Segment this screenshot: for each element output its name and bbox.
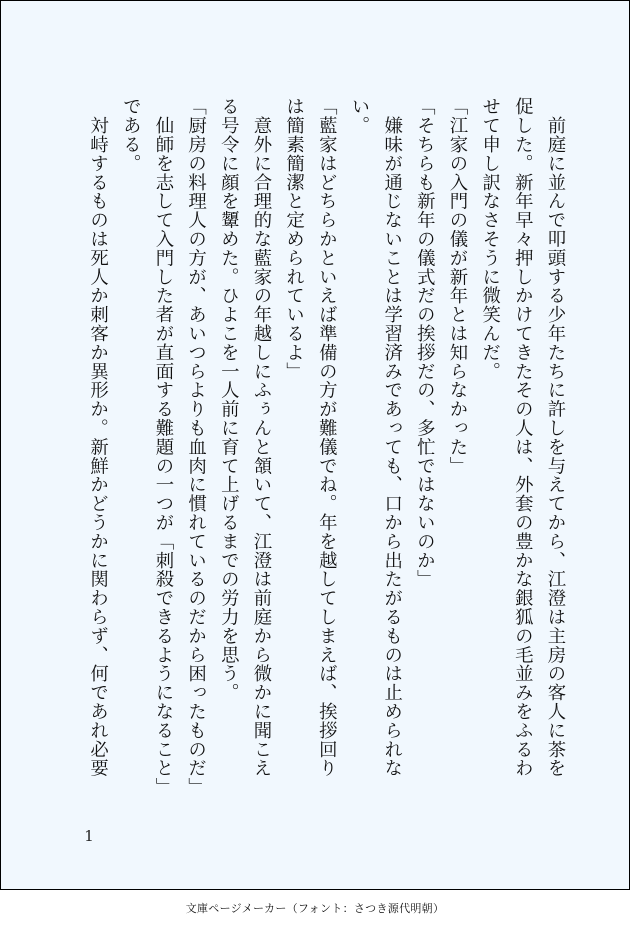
text-line-1: 前庭に並んで叩頭する少年たちに許しを与えてから、江澄は主房の客人に茶を bbox=[545, 97, 566, 778]
footer-credit: 文庫ページメーカー（フォント：さつき源代明朝） bbox=[185, 902, 445, 915]
text-line-15: 対峙するものは死人か刺客か異形か。新鮮かどうかに関わらず、何であれ必要 bbox=[87, 97, 109, 778]
text-line-9: は簡素簡潔と定められているよ」 bbox=[283, 97, 305, 381]
text-line-5: 「そちらも新年の儀式だの挨拶だの、多忙ではないのか」 bbox=[414, 97, 436, 589]
text-line-14: である。 bbox=[120, 97, 142, 173]
text-line-4: 「江家の入門の儀が新年とは知らなかった」 bbox=[446, 97, 468, 475]
text-line-3: せて申し訳なさそうに微笑んだ。 bbox=[479, 97, 501, 381]
text-line-12: 「厨房の料理人の方が、あいつらよりも血肉に慣れているのだから困ったものだ」 bbox=[185, 97, 207, 797]
text-line-13: 仙師を志して入門した者が直面する難題の一つが「刺殺できるようになること」 bbox=[152, 97, 174, 797]
text-line-8: 「藍家はどちらかといえば準備の方が難儀でね。年を越してしまえば、挨拶回り bbox=[316, 97, 338, 778]
page-number: 1 bbox=[84, 827, 94, 845]
text-line-11: る号令に顔を顰めた。ひよこを一人前に育て上げるまでの労力を思う。 bbox=[218, 97, 240, 702]
text-line-2: 促した。新年早々押しかけてきたその人は、外套の豊かな銀狐の毛並みをふるわ bbox=[512, 97, 534, 778]
vertical-text-body bbox=[81, 97, 571, 797]
text-line-6: 嫌味が通じないことは学習済みであっても、口から出たがるものは止められな bbox=[381, 97, 403, 778]
text-line-10: 意外に合理的な藍家の年越しにふぅんと頷いて、江澄は前庭から微かに聞こえ bbox=[250, 97, 272, 778]
text-line-7: い。 bbox=[348, 97, 370, 135]
